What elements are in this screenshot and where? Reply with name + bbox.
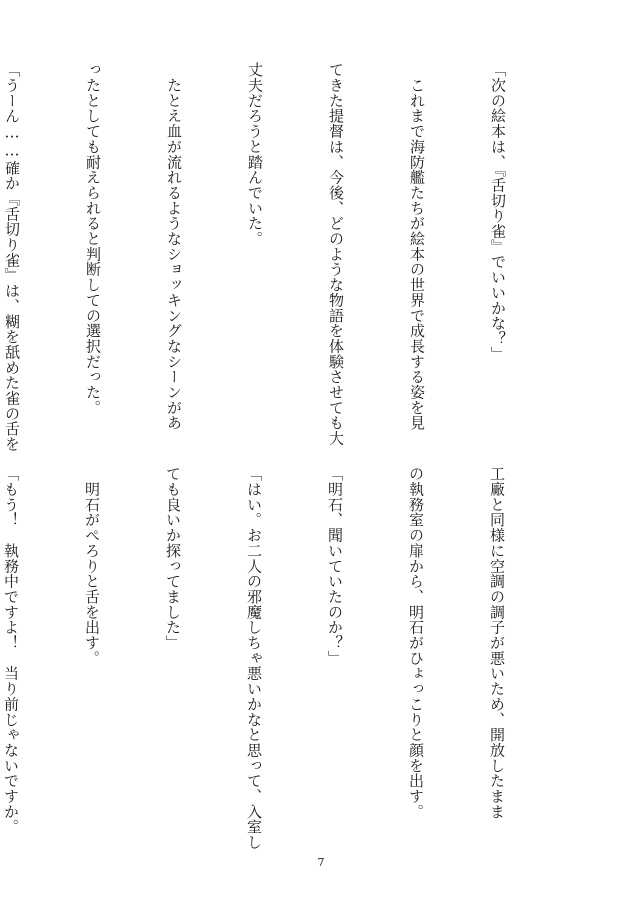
text-line: ったとしても耐えられると判断しての選択だった。: [84, 62, 102, 416]
text-line: 「次の絵本は、『舌切り雀』でいいかな？」: [489, 62, 507, 362]
text-line: 「うーん……確か『舌切り雀』は、糊を舐めた雀の舌を: [3, 62, 21, 452]
text-line: 「はい。お二人の邪魔しちゃ悪いかなと思って、入室し: [245, 466, 263, 850]
text-line: てきた提督は、今後、どのような物語を体験させても大: [327, 62, 345, 446]
top-text-block: [0, 62, 565, 452]
text-line: 「もう！ 執務中ですよ！ 当り前じゃないですか。: [2, 466, 20, 835]
text-line: 工廠と同様に空調の調子が悪いため、開放したまま: [488, 466, 506, 820]
text-line: 明石がぺろりと舌を出す。: [83, 466, 101, 666]
page-number: 7: [317, 856, 325, 869]
text-line: 丈夫だろうと踏んでいた。: [246, 62, 264, 247]
text-line: これまで海防艦たちが絵本の世界で成長する姿を見: [408, 62, 426, 431]
text-line: ても良いか探ってました」: [164, 466, 182, 651]
bottom-text-block: [0, 466, 564, 850]
text-line: 「明石、聞いていたのか？」: [326, 466, 344, 666]
text-line: の執務室の扉から、明石がひょっこりと顔を出す。: [407, 466, 425, 820]
text-line: たとえ血が流れるようなショッキングなシーンがあ: [165, 62, 183, 431]
